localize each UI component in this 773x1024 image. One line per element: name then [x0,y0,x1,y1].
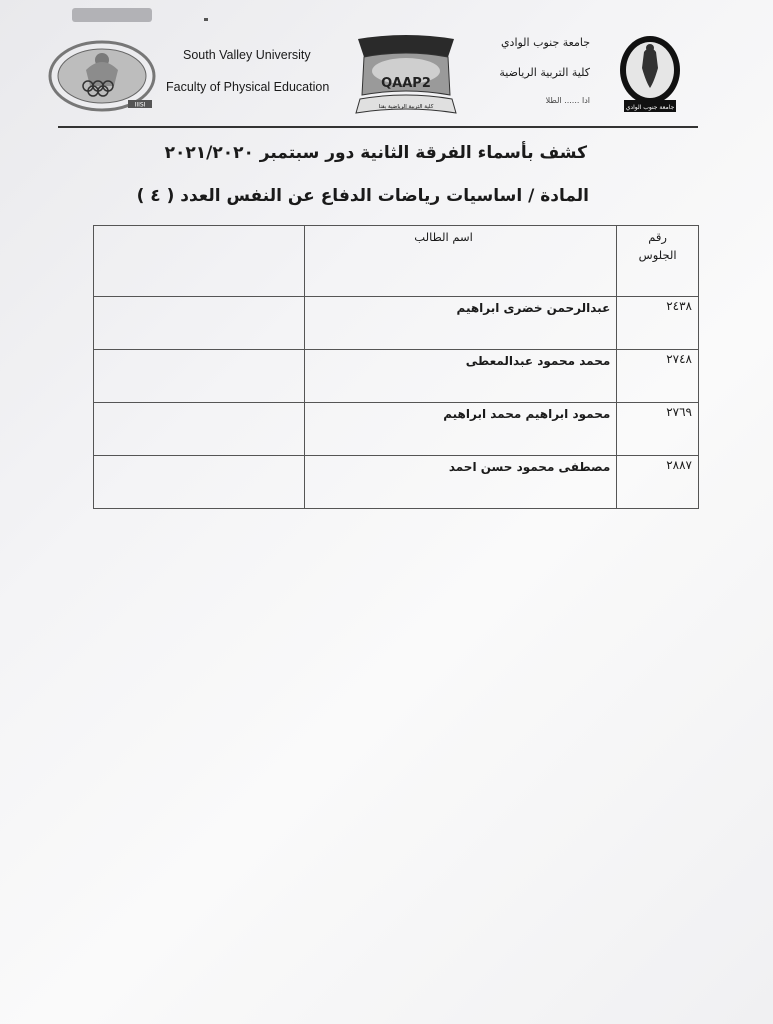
university-name-ar: جامعة جنوب الوادي [500,36,590,49]
seat-header-line1: رقم [648,230,667,244]
student-name: محمد محمود عبدالمعطى [304,350,616,403]
table-row [94,403,699,456]
ink-mark [204,18,208,21]
student-name: عبدالرحمن خضرى ابراهيم [304,297,616,350]
qaap-logo-icon [352,35,460,117]
faculty-name-en: Faculty of Physical Education [166,80,330,94]
subject-title: المادة / اساسيات رياضات الدفاع عن النفس العدد ( ٤ ) [136,186,589,206]
faculty-logo-icon [48,40,156,112]
seat-number: ٢٧٦٩ [666,405,692,419]
empty-cell [94,350,305,403]
faculty-name-ar: كلية التربية الرياضية [499,66,590,79]
qaap-logo-caption: كلية التربية الرياضية بقنا [378,104,434,110]
address-ar: ادا ...... الطلا [545,96,590,105]
student-name-header: اسم الطالب [304,226,616,297]
university-seal-icon [616,34,684,116]
table-header-row [94,226,699,297]
student-table [93,225,699,474]
student-name: محمود ابراهيم محمد ابراهيم [304,403,616,456]
header-divider [58,126,698,128]
table-row [94,456,699,509]
empty-cell [94,403,305,456]
empty-cell [94,456,305,509]
seal-caption: جامعة جنوب الوادي [625,104,675,111]
seat-header-line2: الجلوس [638,248,677,263]
binder-tab [72,8,152,22]
extra-column-header [94,226,305,297]
document-title: كشف بأسماء الفرقة الثانية دور سبتمبر ٢٠٢١/٢٠٢٠ [164,143,587,163]
seat-number: ٢٨٨٧ [666,458,692,472]
student-name: مصطفى محمود حسن احمد [304,456,616,509]
seat-number: ٢٧٤٨ [666,352,692,366]
table-row [94,297,699,350]
qaap-logo-text: QAAP2 [381,76,431,91]
seat-number-header [617,226,699,297]
table-row [94,350,699,403]
seat-number: ٢٤٣٨ [666,299,692,313]
logo-left-text: IIISI [134,101,146,109]
university-name-en: South Valley University [183,48,311,62]
empty-cell [94,297,305,350]
